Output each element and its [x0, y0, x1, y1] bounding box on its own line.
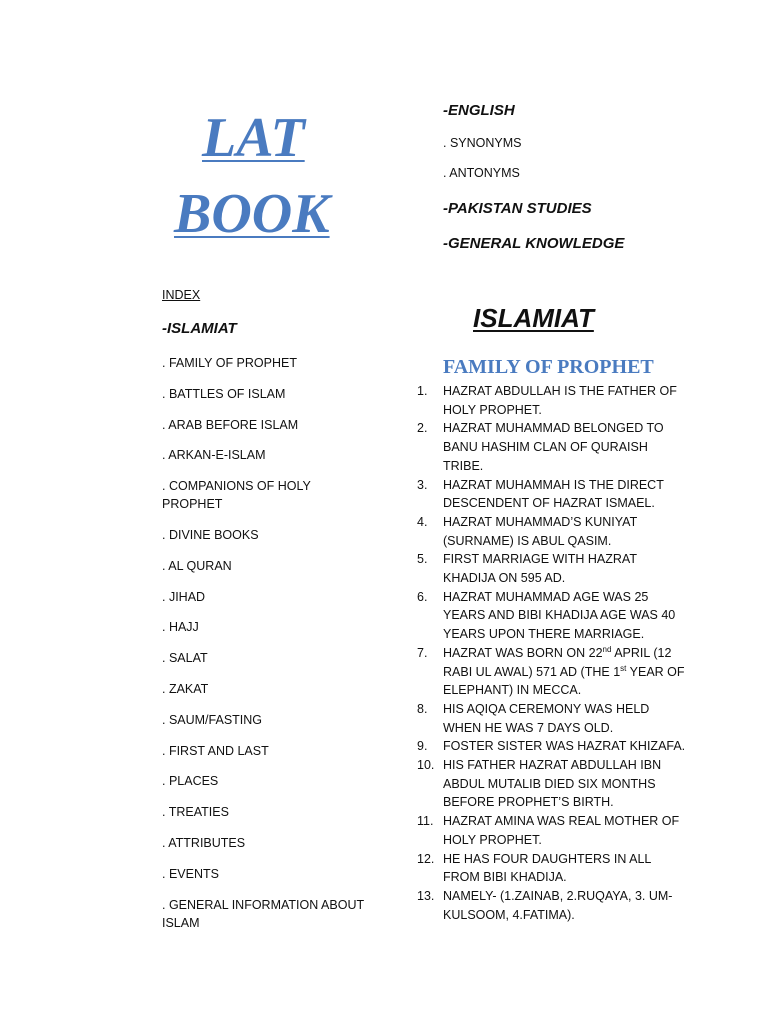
- heading-pakistan-studies: -PAKISTAN STUDIES: [443, 200, 592, 217]
- fact-item: [417, 812, 687, 849]
- index-item: . EVENTS: [162, 866, 219, 881]
- fact-number: 6.: [417, 589, 428, 604]
- fact-text: HE HAS FOUR DAUGHTERS IN ALL FROM BIBI KHADIJA.: [443, 851, 651, 885]
- index-label: INDEX: [162, 288, 201, 302]
- index-item: . AL QURAN: [162, 558, 232, 573]
- index-item: . ARAB BEFORE ISLAM: [162, 417, 299, 432]
- fact-text: HAZRAT MUHAMMAD’S KUNIYAT (SURNAME) IS ABUL QASIM.: [443, 514, 637, 548]
- fact-item: [417, 737, 687, 756]
- index-item: . FAMILY OF PROPHET: [162, 356, 297, 370]
- item-antonyms: . ANTONYMS: [443, 166, 520, 180]
- ordinal-suffix: nd: [602, 644, 612, 654]
- fact-item: [417, 644, 687, 700]
- fact-item: [417, 588, 687, 644]
- fact-number: 10.: [417, 758, 435, 773]
- islamiat-heading: ISLAMIAT: [473, 303, 594, 333]
- fact-number: 7.: [417, 645, 428, 660]
- fact-item: [417, 419, 687, 475]
- fact-number: 12.: [417, 851, 435, 866]
- fact-text: HIS FATHER HAZRAT ABDULLAH IBN ABDUL MUTALIB DIED SIX MONTHS BEFORE PROPHET’S BIRTH.: [443, 758, 662, 810]
- index-item: . SAUM/FASTING: [162, 712, 263, 727]
- heading-english: -ENGLISH: [443, 102, 515, 119]
- item-synonyms: . SYNONYMS: [443, 136, 522, 150]
- family-of-prophet-heading: FAMILY OF PROPHET: [443, 356, 654, 378]
- title-book: BOOK: [174, 183, 330, 245]
- fact-text-part: HAZRAT WAS BORN ON 22: [443, 645, 603, 660]
- fact-number: 1.: [417, 384, 428, 398]
- fact-text: [443, 646, 685, 697]
- heading-general-knowledge: -GENERAL KNOWLEDGE: [443, 235, 625, 252]
- fact-number: 2.: [417, 421, 428, 436]
- index-item: . SALAT: [162, 651, 208, 666]
- fact-number: 3.: [417, 477, 428, 492]
- index-item: . PLACES: [162, 774, 219, 789]
- title-lat: LAT: [202, 107, 305, 169]
- fact-text: HAZRAT MUHAMMAH IS THE DIRECT DESCENDENT OF HAZRAT ISMAEL.: [443, 477, 664, 511]
- fact-text: HIS AQIQA CEREMONY WAS HELD WHEN HE WAS 7 DAYS OLD.: [443, 701, 650, 735]
- fact-text: HAZRAT MUHAMMAD BELONGED TO BANU HASHIM CLAN OF QURAISH TRIBE.: [443, 421, 664, 473]
- index-item: . TREATIES: [162, 805, 229, 820]
- fact-item: [417, 887, 687, 924]
- index-item: . JIHAD: [162, 589, 206, 604]
- fact-text: FIRST MARRIAGE WITH HAZRAT KHADIJA ON 595 AD.: [443, 552, 637, 586]
- fact-item: [417, 382, 687, 419]
- fact-text-part: YEAR OF ELEPHANT) IN MECCA.: [443, 664, 685, 698]
- index-item: . COMPANIONS OF HOLY PROPHET: [162, 479, 311, 512]
- index-item: . BATTLES OF ISLAM: [162, 386, 286, 401]
- fact-text-part: APRIL (12 RABI UL AWAL) 571 AD (THE 1: [443, 645, 672, 679]
- fact-item: [417, 550, 687, 587]
- index-item: . ARKAN-E-ISLAM: [162, 448, 266, 463]
- index-item: . ZAKAT: [162, 681, 209, 696]
- fact-text: HAZRAT MUHAMMAD AGE WAS 25 YEARS AND BIBI KHADIJA AGE WAS 40 YEARS UPON THERE MARRIAGE.: [443, 589, 676, 642]
- fact-text: NAMELY- (1.ZAINAB, 2.RUQAYA, 3. UM-KULSOOM, 4.FATIMA).: [443, 888, 673, 922]
- index-item: . GENERAL INFORMATION ABOUT ISLAM: [162, 897, 364, 930]
- fact-number: 11.: [417, 814, 434, 829]
- fact-number: 5.: [417, 552, 428, 567]
- facts-list: [417, 382, 687, 924]
- index-section-islamiat: -ISLAMIAT: [162, 320, 237, 337]
- fact-text: HAZRAT ABDULLAH IS THE FATHER OF HOLY PROPHET.: [443, 384, 677, 417]
- index-item: . DIVINE BOOKS: [162, 527, 259, 542]
- index-item: . HAJJ: [162, 620, 199, 635]
- index-list: [162, 354, 372, 944]
- fact-item: [417, 476, 687, 513]
- fact-number: 13.: [417, 888, 435, 903]
- index-item: . FIRST AND LAST: [162, 743, 269, 758]
- fact-number: 4.: [417, 514, 428, 529]
- fact-item: [417, 513, 687, 550]
- fact-number: 8.: [417, 701, 428, 716]
- fact-text: FOSTER SISTER WAS HAZRAT KHIZAFA.: [443, 739, 686, 754]
- fact-item: [417, 756, 687, 812]
- fact-number: 9.: [417, 739, 428, 754]
- fact-item: [417, 700, 687, 737]
- fact-item: [417, 850, 687, 887]
- ordinal-suffix: st: [620, 663, 627, 673]
- fact-text: HAZRAT AMINA WAS REAL MOTHER OF HOLY PROPHET.: [443, 814, 680, 847]
- index-item: . ATTRIBUTES: [162, 835, 246, 850]
